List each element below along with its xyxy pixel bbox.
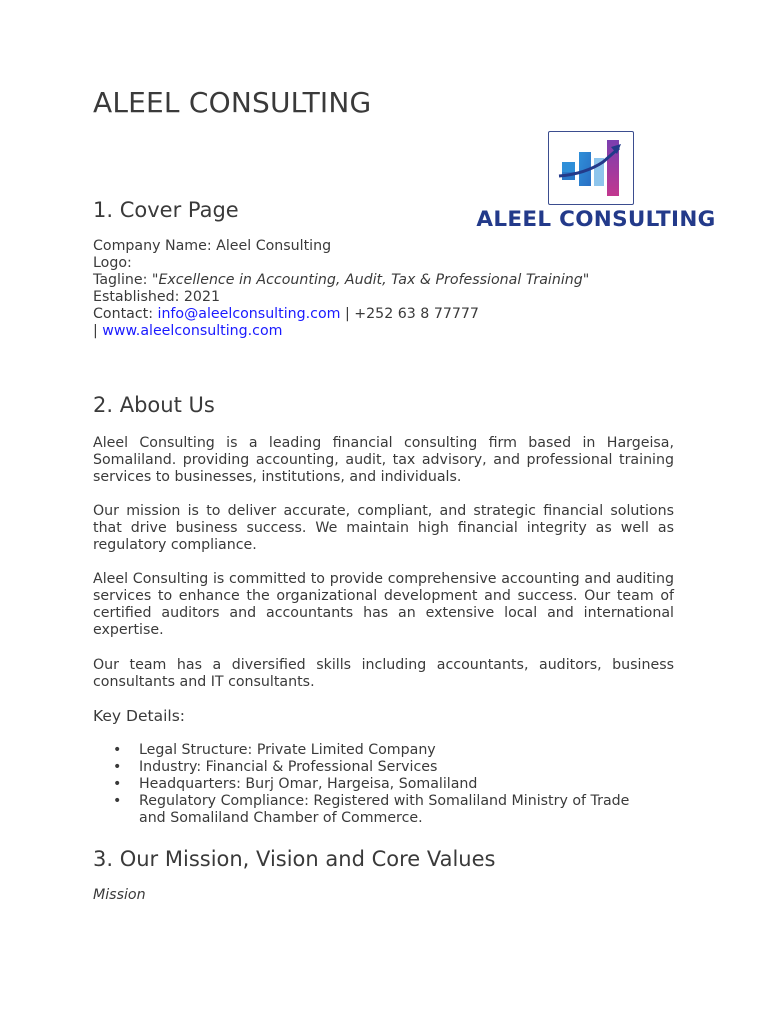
- bullet-icon: •: [113, 742, 122, 758]
- bullet-icon: •: [113, 776, 122, 792]
- key-details-list: [93, 742, 653, 827]
- website-line: [93, 323, 653, 340]
- list-item: [93, 776, 653, 793]
- cover-details: [93, 238, 653, 340]
- about-paragraph: Our team has a diversified skills including accountants, auditors, business consultants and IT consultants.: [93, 657, 674, 690]
- about-paragraph: Aleel Consulting is committed to provide comprehensive accounting and auditing services to enhance the organizational development and success. Our team of certified auditors and accountants has an extensive local and international expertise.: [93, 571, 674, 638]
- cover-page-heading: 1. Cover Page: [93, 198, 239, 222]
- logo-line: Logo:: [93, 255, 132, 271]
- list-item: [93, 759, 653, 776]
- contact-line: [93, 306, 653, 323]
- about-paragraph: Our mission is to deliver accurate, compliant, and strategic financial solutions that drive business success. We maintain high financial integrity as well as regulatory compliance.: [93, 503, 674, 553]
- logo-frame: [548, 131, 634, 205]
- list-item: [93, 742, 653, 759]
- phone-text: | +252 63 8 77777: [340, 306, 479, 322]
- about-us-heading: 2. About Us: [93, 393, 215, 417]
- company-name-line: Company Name: Aleel Consulting: [93, 238, 332, 254]
- list-item: [93, 793, 653, 827]
- key-details-heading: Key Details:: [93, 707, 185, 725]
- website-separator: |: [93, 323, 103, 339]
- established-line: Established: 2021: [93, 289, 221, 305]
- key-detail-text: Industry: Financial & Professional Services: [139, 759, 438, 775]
- tagline-prefix: Tagline: ": [93, 272, 159, 288]
- tagline-text: Excellence in Accounting, Audit, Tax & Professional Training: [158, 272, 583, 288]
- tagline-line: [93, 272, 653, 289]
- key-detail-text: Legal Structure: Private Limited Company: [139, 742, 436, 758]
- logo-wordmark: ALEEL CONSULTING: [476, 207, 716, 232]
- company-logo: [464, 127, 720, 239]
- bar-chart-growth-arrow-icon: [549, 132, 633, 204]
- mission-subheading: Mission: [93, 887, 146, 903]
- bullet-icon: •: [113, 759, 122, 775]
- tagline-suffix: ": [582, 272, 590, 288]
- about-paragraph: Aleel Consulting is a leading financial consulting firm based in Hargeisa, Somaliland. providing accounting, audit, tax advisory, and professional training services to businesses, institutions, and individuals.: [93, 435, 674, 485]
- key-detail-text: Headquarters: Burj Omar, Hargeisa, Somaliland: [139, 776, 478, 792]
- website-link[interactable]: www.aleelconsulting.com: [102, 323, 283, 339]
- bullet-icon: •: [113, 793, 122, 809]
- document-title: ALEEL CONSULTING: [93, 86, 372, 119]
- email-link[interactable]: info@aleelconsulting.com: [157, 306, 341, 322]
- mission-vision-values-heading: 3. Our Mission, Vision and Core Values: [93, 847, 496, 871]
- key-detail-text: Regulatory Compliance: Registered with Somaliland Ministry of Trade and Somaliland Chamber of Commerce.: [139, 793, 630, 826]
- contact-label: Contact:: [93, 306, 158, 322]
